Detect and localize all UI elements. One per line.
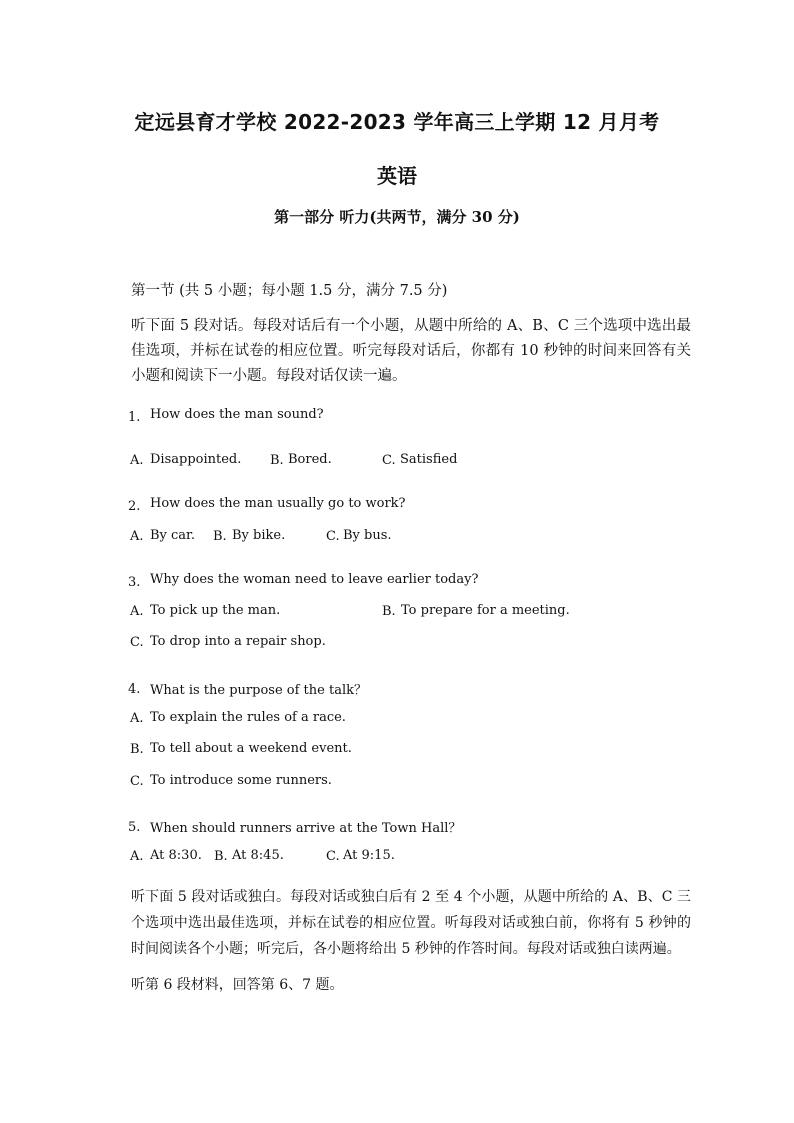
option-text: By bike.: [232, 528, 286, 543]
option-letter: B.: [270, 453, 284, 468]
option-letter: A.: [130, 711, 144, 726]
option-letter: A.: [130, 604, 144, 619]
option-letter: A.: [130, 849, 144, 864]
option-letter: C.: [326, 849, 340, 864]
option-letter: C.: [382, 453, 396, 468]
question-number: 1.: [128, 410, 141, 425]
section-heading: 第一节 (共 5 小题；每小题 1.5 分，满分 7.5 分): [131, 283, 448, 299]
option-letter: B.: [382, 604, 396, 619]
question-number: 2.: [128, 499, 141, 514]
question-text: Why does the woman need to leave earlier today?: [150, 572, 479, 587]
material-instruction: 听第 6 段材料，回答第 6、7 题。: [131, 977, 344, 993]
question-number: 3.: [128, 575, 141, 590]
option-text: To introduce some runners.: [150, 773, 332, 788]
option-text: By bus.: [343, 528, 392, 543]
question-number: 4.: [128, 682, 141, 697]
option-text: Satisfied: [400, 452, 458, 467]
section-instructions: 听下面 5 段对话。每段对话后有一个小题，从题中所给的 A、B、C 三个选项中选出最佳选项，并标在试卷的相应位置。听完每段对话后，你都有 10 秒钟的时间来回答有关小题和阅读下一小题。每段对话仅读一遍。: [131, 318, 691, 384]
question-text: How does the man usually go to work?: [150, 496, 406, 511]
option-letter: C.: [130, 774, 144, 789]
option-text: Bored.: [288, 452, 332, 467]
option-letter: B.: [130, 742, 144, 757]
option-letter: B.: [214, 849, 228, 864]
option-text: To pick up the man.: [150, 603, 281, 618]
option-text: To explain the rules of a race.: [150, 710, 346, 725]
part-heading: 第一部分 听力(共两节，满分 30 分): [274, 208, 520, 226]
option-text: At 9:15.: [343, 848, 395, 863]
option-text: To drop into a repair shop.: [150, 634, 326, 649]
question-text: When should runners arrive at the Town Hall？: [150, 821, 462, 836]
option-letter: C.: [130, 635, 144, 650]
question-number: 5.: [128, 820, 141, 835]
option-letter: A.: [130, 529, 144, 544]
option-text: At 8:45.: [232, 848, 284, 863]
section-two-instructions: 听下面 5 段对话或独白。每段对话或独白后有 2 至 4 个小题，从题中所给的 A、B、C 三个选项中选出最佳选项，并标在试卷的相应位置。听每段对话或独白前，你将有 5 秒钟的时间阅读各个小题；听完后，各小题将给出 5 秒钟的作答时间。每段对话或独白读两遍。: [131, 889, 691, 957]
option-text: To tell about a weekend event.: [150, 741, 352, 756]
option-letter: A.: [130, 453, 144, 468]
option-text: Disappointed.: [150, 452, 242, 467]
option-letter: C.: [326, 529, 340, 544]
exam-title: 定远县育才学校 2022-2023 学年高三上学期 12 月月考: [134, 110, 660, 134]
question-text: What is the purpose of the talk？: [150, 683, 367, 698]
option-text: By car.: [150, 528, 195, 543]
option-letter: B.: [213, 529, 227, 544]
option-text: To prepare for a meeting.: [401, 603, 570, 618]
question-text: How does the man sound?: [150, 407, 324, 422]
subject-title: 英语: [377, 164, 417, 188]
option-text: At 8:30.: [150, 848, 202, 863]
